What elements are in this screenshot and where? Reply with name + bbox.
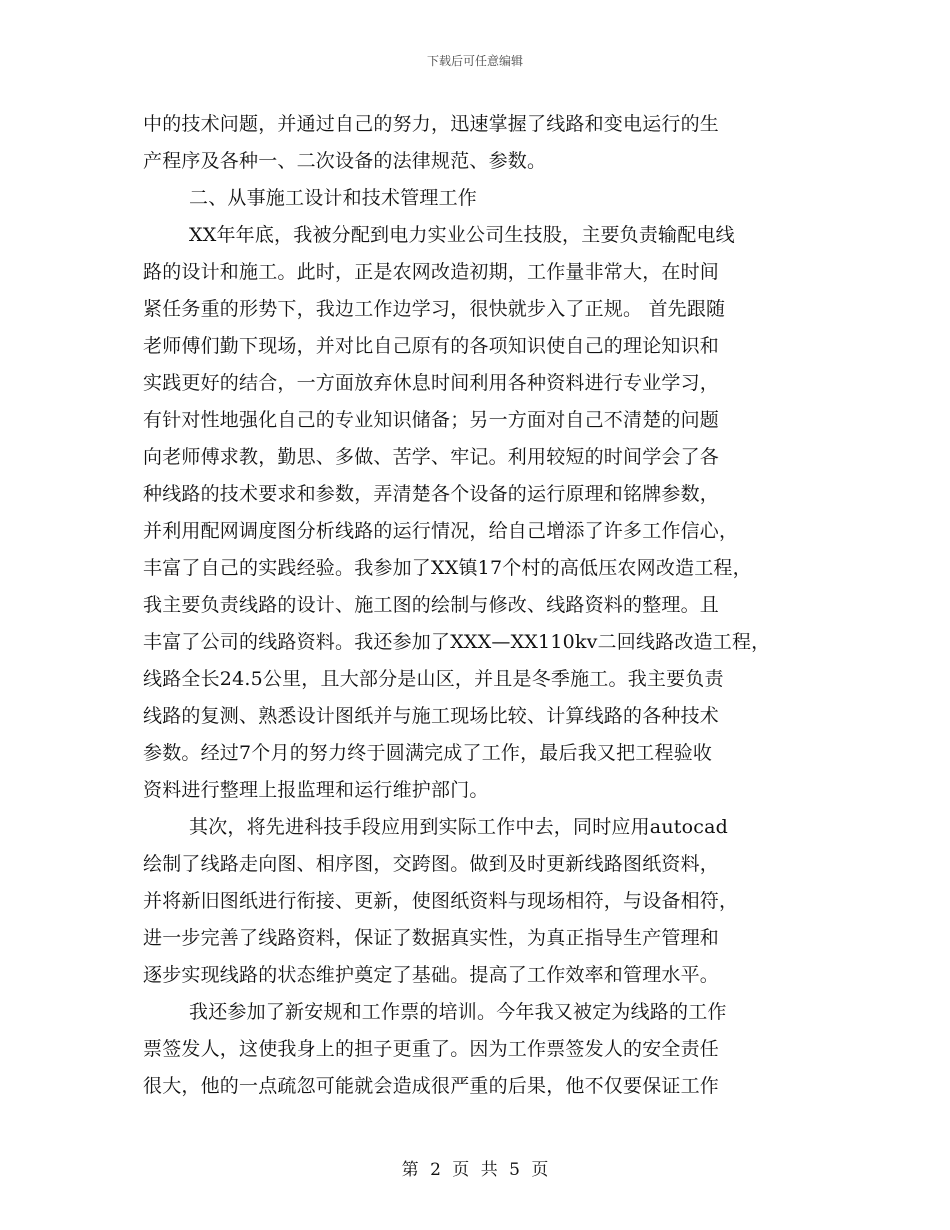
paragraph-start-line: 我还参加了新安规和工作票的培训。今年我又被定为线路的工作 [189,1001,727,1023]
body-line: 很大，他的一点疏忽可能就会造成很严重的后果，他不仅要保证工作 [143,1075,720,1097]
body-line: 票签发人，这使我身上的担子更重了。因为工作票签发人的安全责任 [143,1038,720,1060]
body-line: 并将新旧图纸进行衔接、更新，使图纸资料与现场相符，与设备相符， [143,890,739,912]
body-line: 我主要负责线路的设计、施工图的绘制与修改、线路资料的整理。且 [143,594,720,616]
body-line: 路的设计和施工。此时，正是农网改造初期，工作量非常大，在时间 [143,261,720,283]
body-line: 资料进行整理上报监理和运行维护部门。 [143,779,489,801]
body-line: 种线路的技术要求和参数，弄清楚各个设备的运行原理和铭牌参数， [143,483,720,505]
body-line: 中的技术问题，并通过自己的努力，迅速掌握了线路和变电运行的生 [143,113,720,135]
body-line: 老师傅们勤下现场，并对比自己原有的各项知识使自己的理论知识和 [143,335,720,357]
body-line: 参数。经过7个月的努力终于圆满完成了工作，最后我又把工程验收 [143,742,713,764]
page-header: 下载后可任意编辑 [426,54,523,68]
body-line: 并利用配网调度图分析线路的运行情况，给自己增添了许多工作信心， [143,520,739,542]
body-line: 绘制了线路走向图、相序图，交跨图。做到及时更新线路图纸资料， [143,853,720,875]
body-line: 产程序及各种一、二次设备的法律规范、参数。 [143,150,547,172]
page-number-footer: 第 2 页 共 5 页 [401,1160,549,1180]
body-line: 丰富了公司的线路资料。我还参加了XXX—XX110kv二回线路改造工程， [143,631,771,653]
body-line: 向老师傅求教，勤思、多做、苦学、牢记。利用较短的时间学会了各 [143,446,720,468]
section-heading: 二、从事施工设计和技术管理工作 [189,187,478,209]
paragraph-start-line: XX年年底，我被分配到电力实业公司生技股，主要负责输配电线 [189,224,735,246]
body-line: 线路的复测、熟悉设计图纸并与施工现场比较、计算线路的各种技术 [143,705,720,727]
paragraph-start-line: 其次，将先进科技手段应用到实际工作中去，同时应用autocad [189,816,728,838]
body-line: 逐步实现线路的状态维护奠定了基础。提高了工作效率和管理水平。 [143,964,720,986]
body-line: 线路全长24.5公里，且大部分是山区，并且是冬季施工。我主要负责 [143,668,724,690]
document-body [143,111,823,1110]
body-line: 实践更好的结合，一方面放弃休息时间利用各种资料进行专业学习， [143,372,720,394]
body-line: 丰富了自己的实践经验。我参加了XX镇17个村的高低压农网改造工程， [143,557,752,579]
body-line: 有针对性地强化自己的专业知识储备；另一方面对自己不清楚的问题 [143,409,720,431]
body-line: 进一步完善了线路资料，保证了数据真实性，为真正指导生产管理和 [143,927,720,949]
body-line: 紧任务重的形势下，我边工作边学习，很快就步入了正规。 首先跟随 [143,298,726,320]
